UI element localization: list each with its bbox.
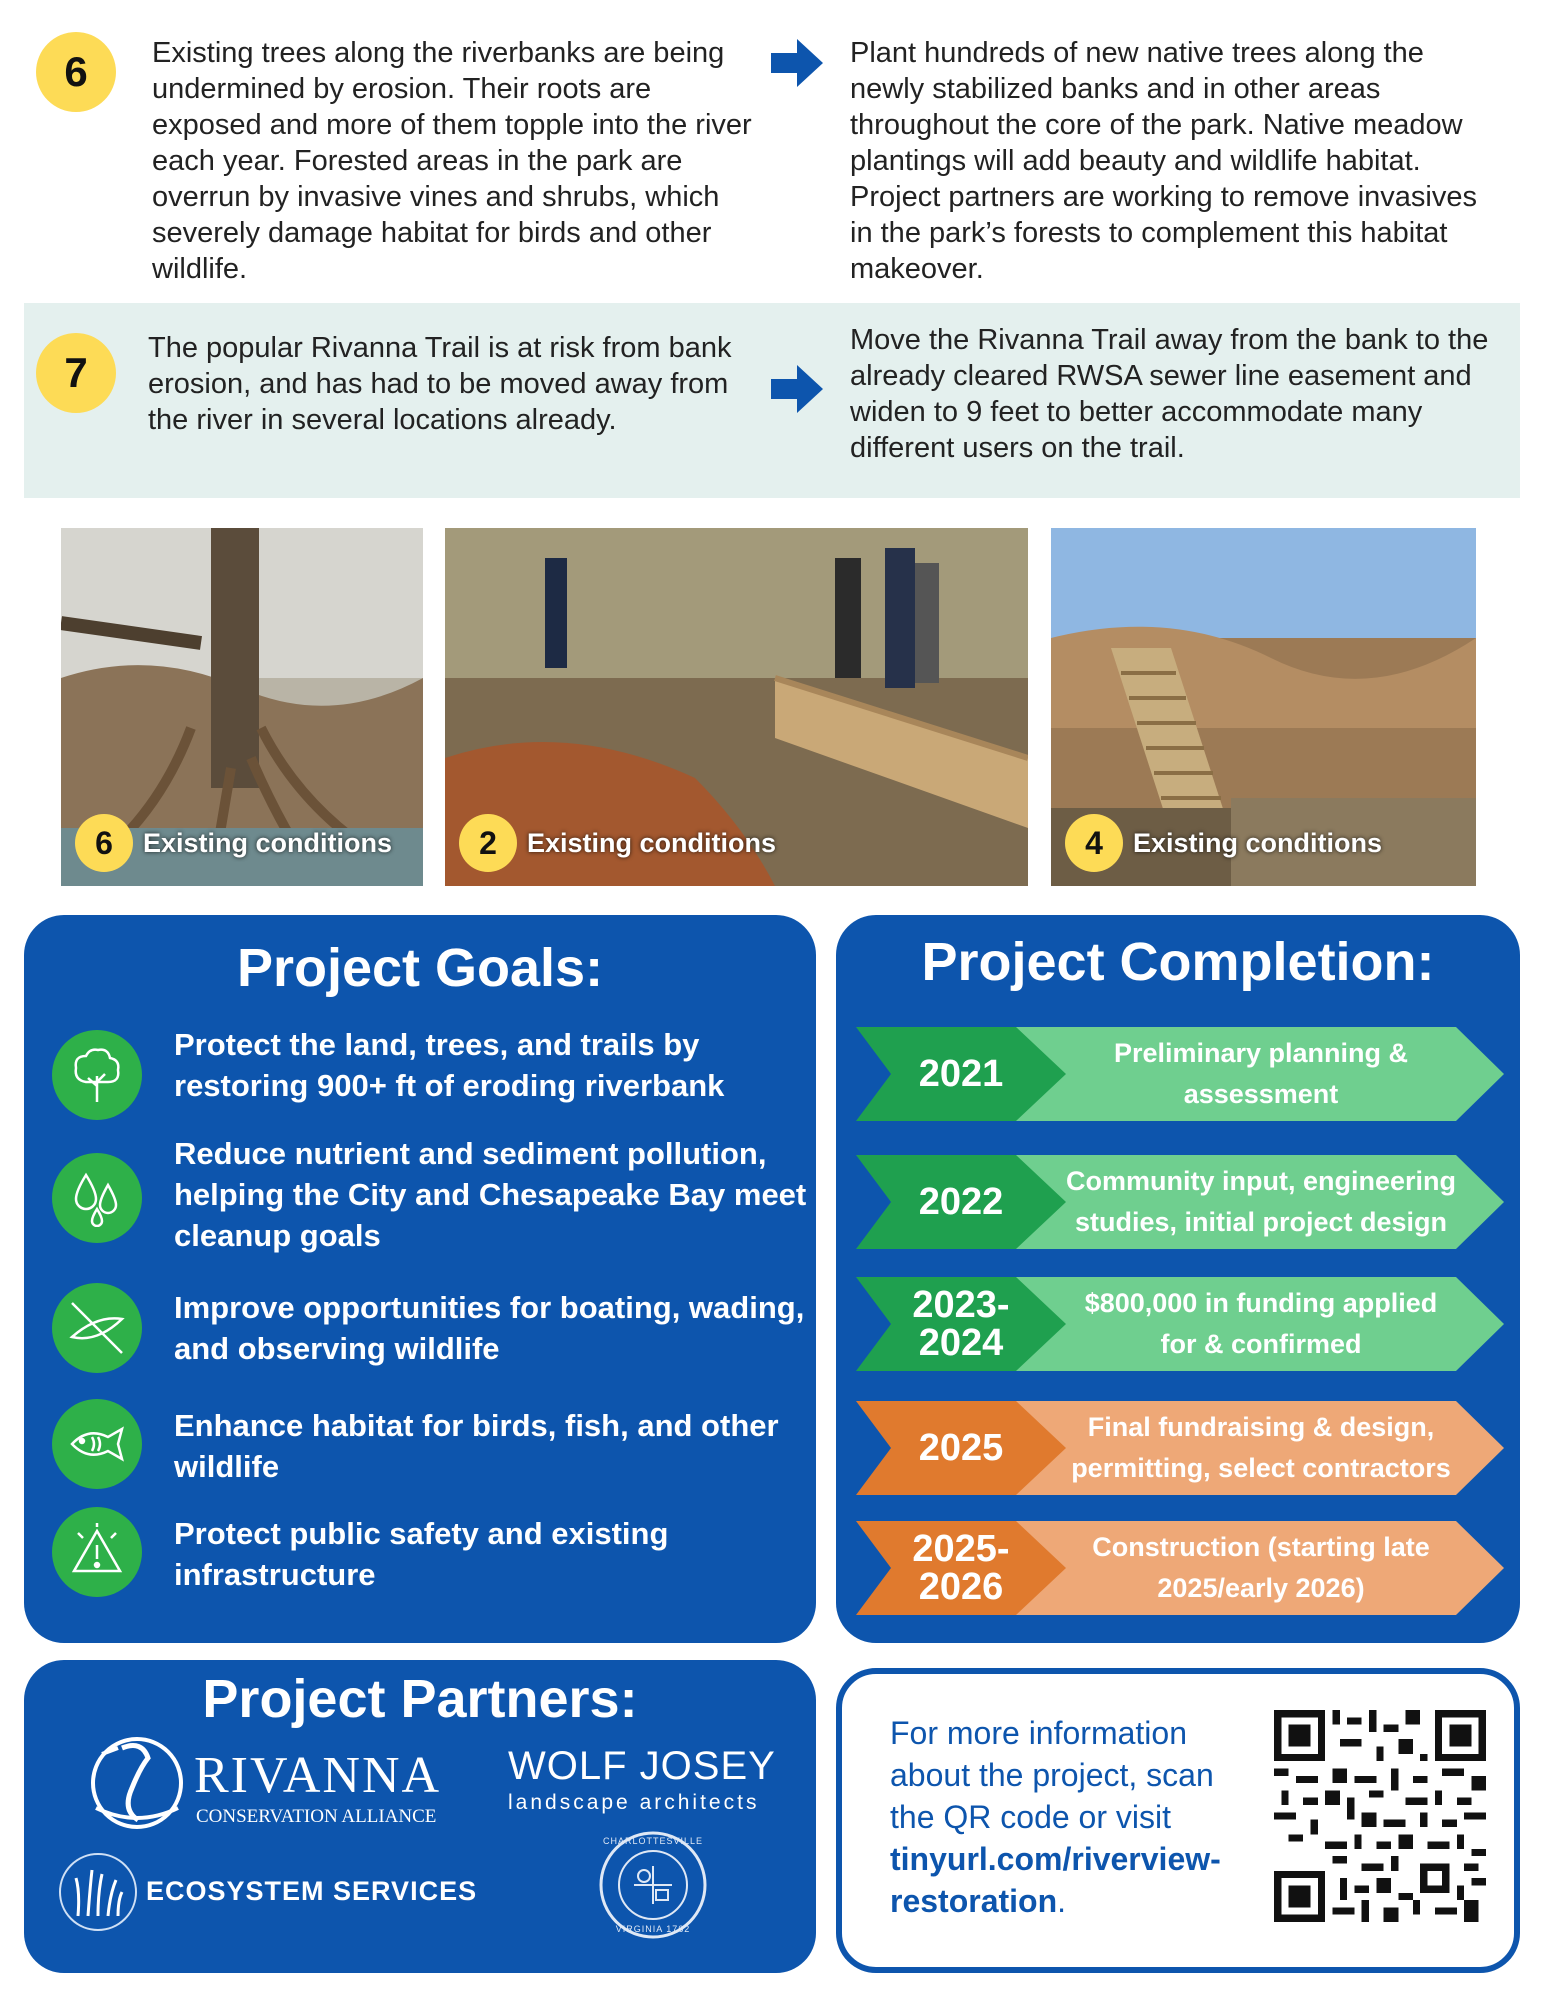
photo-caption-text: Existing conditions <box>1133 827 1383 858</box>
photo-caption <box>75 814 392 872</box>
more-info-prefix: For more information about the project, scan the QR code or visit <box>890 1715 1214 1835</box>
project-completion-panel <box>836 915 1520 1643</box>
section-number-badge: 6 <box>36 32 116 112</box>
wolf-josey-subtitle: landscape architects <box>508 1791 760 1814</box>
timeline-item <box>856 1277 1504 1371</box>
timeline-year: 2025 <box>918 1427 1004 1469</box>
goal-text: Protect public safety and existing infrastructure <box>174 1516 669 1592</box>
photo-stairs-riverbank <box>1051 528 1476 886</box>
tree-icon <box>52 1030 142 1120</box>
photo-boardwalk-erosion <box>445 528 1028 886</box>
ecosystem-services-logo <box>58 1852 478 1932</box>
project-completion-title: Project Completion: <box>921 932 1435 992</box>
goal-text: Improve opportunities for boating, wading, and observing wildlife <box>174 1290 805 1366</box>
timeline-year: 2021 <box>918 1053 1004 1095</box>
arrow-right-icon <box>769 361 825 417</box>
photo-number-badge: 4 <box>1065 814 1123 872</box>
timeline-year: 2025- 2026 <box>912 1528 1010 1608</box>
rivanna-subtitle: CONSERVATION ALLIANCE <box>196 1806 437 1827</box>
timeline-year: 2023- 2024 <box>912 1284 1010 1364</box>
section-6 <box>24 20 1520 288</box>
goal-text: Enhance habitat for birds, fish, and other wildlife <box>174 1408 779 1484</box>
fish-icon <box>52 1399 142 1489</box>
section-problem-text: The popular Rivanna Trail is at risk from bank erosion, and has had to be moved away from the river in several locations already. <box>148 332 732 436</box>
ecosystem-services-name: ECOSYSTEM SERVICES <box>146 1876 478 1906</box>
heron-icon <box>82 1728 192 1838</box>
timeline-year: 2022 <box>918 1181 1004 1223</box>
water-drops-icon <box>52 1153 142 1243</box>
project-partners-title: Project Partners: <box>202 1669 638 1729</box>
photo-caption <box>1065 814 1382 872</box>
more-info-text: For more information about the project, scan the QR code or visit tinyurl.com/riverview- restoration. <box>890 1715 1221 1919</box>
project-goals-panel <box>24 915 816 1643</box>
section-problem-text: Existing trees along the riverbanks are being undermined by erosion. Their roots are exposed and more of them topple into the river each year. Forested areas in the park are overrun by invasive vines and shrubs, which severely damage habitat for birds and other wildlife. <box>152 37 752 285</box>
wolf-josey-logo <box>508 1744 798 1815</box>
timeline-description: $800,000 in funding applied for & confirmed <box>1084 1288 1438 1359</box>
photo-eroded-tree-roots <box>61 528 423 886</box>
qr-code-icon[interactable] <box>1274 1710 1486 1922</box>
more-info-box <box>836 1668 1520 1973</box>
wolf-josey-name: WOLF JOSEY <box>508 1744 776 1788</box>
rivanna-logo <box>82 1728 482 1838</box>
timeline-description: Construction (starting late 2025/early 2026) <box>1092 1532 1430 1603</box>
photo-number-badge: 6 <box>75 814 133 872</box>
section-number-badge: 7 <box>36 333 116 413</box>
photo-number-badge: 2 <box>459 814 517 872</box>
kayak-icon <box>52 1283 142 1373</box>
warning-icon <box>52 1507 142 1597</box>
grass-icon <box>58 1852 138 1932</box>
timeline-item <box>856 1155 1504 1249</box>
photo-caption-text: Existing conditions <box>143 827 393 858</box>
photo-caption <box>459 814 776 872</box>
section-solution-text: Move the Rivanna Trail away from the bank to the already cleared RWSA sewer line easement and widen to 9 feet to better accommodate many different users on the trail. <box>850 324 1489 464</box>
goal-text: Protect the land, trees, and trails by restoring 900+ ft of eroding riverbank <box>174 1027 725 1103</box>
timeline-description: Final fundraising & design, permitting, select contractors <box>1071 1412 1451 1483</box>
timeline-item <box>856 1401 1504 1495</box>
section-7 <box>24 303 1520 498</box>
seal-top-text: CHARLOTTESVILLE <box>602 1836 704 1846</box>
rivanna-name: RIVANNA <box>194 1747 442 1804</box>
charlottesville-seal <box>598 1830 708 1940</box>
project-goals-title: Project Goals: <box>236 938 604 998</box>
project-link[interactable]: tinyurl.com/riverview- restoration <box>890 1841 1221 1919</box>
timeline-description: Community input, engineering studies, initial project design <box>1066 1166 1456 1237</box>
goal-text: Reduce nutrient and sediment pollution, helping the City and Chesapeake Bay meet cleanup goals <box>174 1136 807 1253</box>
seal-bottom-text: VIRGINIA 1762 <box>615 1924 691 1934</box>
timeline-item <box>856 1521 1504 1615</box>
timeline-description: Preliminary planning & assessment <box>1113 1038 1409 1109</box>
timeline-item <box>856 1027 1504 1121</box>
arrow-right-icon <box>769 35 825 91</box>
project-partners-panel <box>24 1660 816 1973</box>
section-solution-text: Plant hundreds of new native trees along the newly stabilized banks and in other areas throughout the core of the park. Native meadow plantings will add beauty and wildlife habitat. Project partners are working to remove invasives in the park’s forests to complement this habitat makeover. <box>850 37 1477 285</box>
photo-caption-text: Existing conditions <box>527 827 777 858</box>
